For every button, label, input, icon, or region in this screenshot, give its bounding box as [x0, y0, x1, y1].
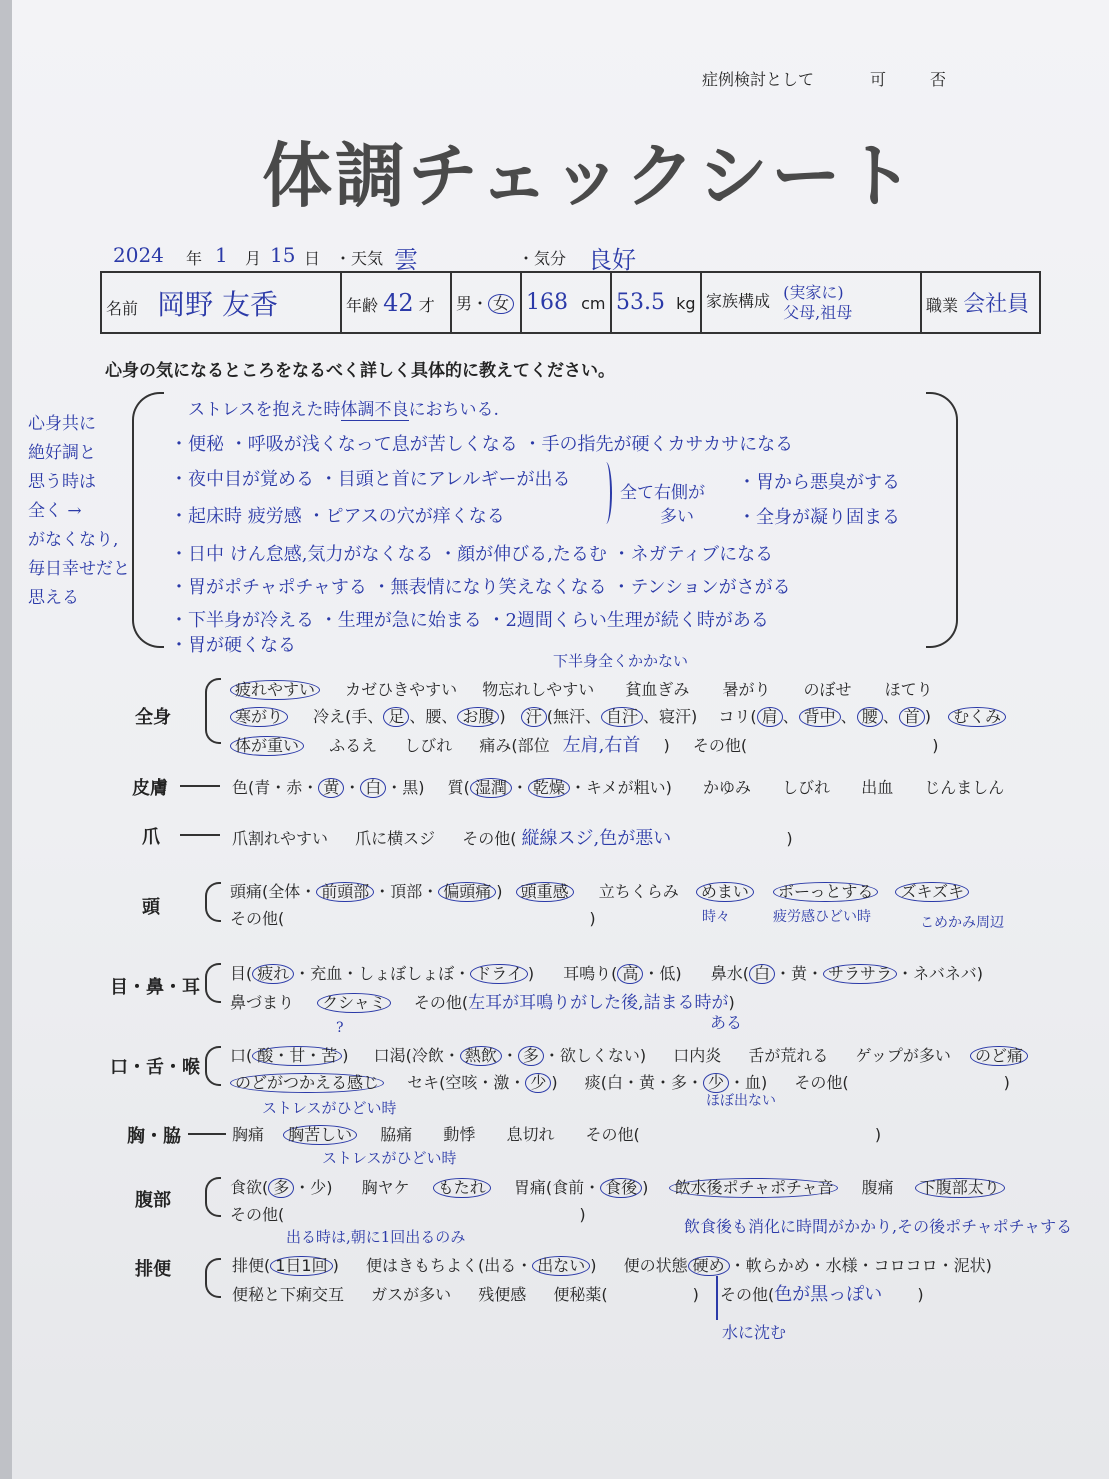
- other-label: その他(: [230, 909, 285, 928]
- paren: ): [874, 1125, 882, 1144]
- kuchi-row2: [230, 1070, 1010, 1093]
- note-sinks: 水に沈む: [722, 1323, 787, 1342]
- margin-note: [28, 410, 138, 613]
- free-text-line: ・起床時 疲労感 ・ピアスの穴が痒くなる: [170, 506, 505, 527]
- margin-note-line: 毎日幸せだと: [28, 559, 130, 579]
- sex-male: 男: [456, 293, 473, 313]
- opt-mukumi: むくみ: [948, 707, 1006, 727]
- fukubu-row1: [230, 1175, 1005, 1198]
- paren: ): [932, 736, 939, 755]
- opt-ki: ・黄・: [775, 964, 824, 983]
- opt-white: 白: [360, 778, 386, 798]
- sep: ・: [344, 778, 361, 797]
- opt-samugari: 寒がり: [230, 707, 288, 727]
- free-text-bracket-right: [926, 392, 958, 648]
- note-stress-mune: ストレスがひどい時: [322, 1149, 457, 1167]
- opt-kaze: カゼひきやすい: [345, 680, 458, 699]
- month-label: 月: [245, 249, 262, 268]
- weather-value: 雲: [394, 246, 418, 274]
- family-value-1: (実家に): [783, 283, 844, 303]
- note-arrow-line: [716, 1276, 718, 1320]
- sep: 、: [840, 707, 857, 726]
- opt-kime: ・キメが粗い): [569, 778, 672, 797]
- paren: ): [917, 1285, 924, 1304]
- hifu-row: [232, 775, 1004, 798]
- free-text-line: ・日中 けん怠感,気力がなくなる ・顔が伸びる,たるむ ・ネガティブになる: [170, 544, 774, 565]
- opt-joutai: 便の状態: [623, 1256, 688, 1275]
- opt-nobose: のぼせ: [803, 680, 852, 699]
- height-cell: [521, 272, 611, 333]
- fukubu-row2: [230, 1202, 586, 1225]
- opt-kori: コリ(: [718, 707, 757, 726]
- age-label: 年齢: [346, 295, 379, 315]
- opt-onaka: お腹: [457, 707, 499, 727]
- other-label: その他(: [720, 1285, 775, 1304]
- opt-taste: 酸・甘・苦: [252, 1046, 342, 1066]
- zenshin-row2: [230, 704, 1006, 727]
- opt-benpi-geri: 便秘と下痢交互: [232, 1285, 345, 1304]
- opt-furue: ふるえ: [329, 736, 378, 755]
- page-title: 体調チェックシート: [262, 135, 917, 217]
- opt-tsukare: 疲れ: [252, 964, 294, 984]
- opt-sukunai: ・少): [294, 1178, 333, 1197]
- paren: ): [499, 707, 506, 726]
- year-label: 年: [186, 249, 203, 268]
- opt-itami: 痛み(部位: [479, 736, 550, 755]
- opt-seki-sukunai: 少: [525, 1073, 551, 1093]
- brace-zenshin: [205, 678, 221, 744]
- opt-zanbenkan: 残便感: [478, 1285, 527, 1304]
- opt-bootto: ボーっとする: [773, 882, 878, 902]
- note-sweat: 下半身全くかかない: [553, 652, 689, 670]
- opt-hinketsu: 貧血ぎみ: [625, 680, 690, 699]
- opt-tsukareyasui: 疲れやすい: [230, 680, 320, 700]
- category-label-zenshin: 全身: [135, 707, 171, 728]
- opt-senaka: 背中: [799, 707, 841, 727]
- opt-ase: 汗: [521, 707, 547, 727]
- opt-high: 高: [617, 964, 643, 984]
- paren: ): [1003, 1073, 1010, 1092]
- opt-neasa: 、寝汗): [643, 707, 698, 726]
- intro-underlined: 体調不良: [340, 400, 409, 420]
- opt-hie: 冷え(手、: [313, 707, 384, 726]
- brace-kuchi: [205, 1046, 221, 1086]
- opt-motare: もたれ: [433, 1178, 491, 1198]
- date-year: 2024: [113, 243, 164, 267]
- brace-fukubu: [205, 1177, 221, 1217]
- instruction-prompt: 心身の気になるところをなるべく詳しく具体的に教えてください。: [105, 361, 615, 381]
- free-text-intro: [188, 395, 499, 420]
- opt-atsugari: 暑がり: [722, 680, 771, 699]
- opt-choubu: ・頂部・: [374, 882, 439, 901]
- opt-seki: セキ(空咳・激・: [407, 1073, 526, 1092]
- opt-koshi: 、腰、: [409, 707, 458, 726]
- paren: ): [527, 964, 535, 983]
- paren: ): [642, 1178, 649, 1197]
- opt-me: 目(: [230, 964, 253, 983]
- margin-note-line: 絶好調と: [28, 443, 96, 463]
- opt-muase: (無汗、: [546, 707, 602, 726]
- opt-ooi: 多: [268, 1178, 294, 1198]
- opt-kyoutsuu2: 脇痛: [380, 1125, 413, 1144]
- note-morning: 出る時は,朝に1回出るのみ: [286, 1228, 466, 1246]
- opt-hanamizu: 鼻水(: [710, 964, 750, 983]
- opt-fukutsuu: 腹痛: [861, 1178, 894, 1197]
- job-label: 職業: [926, 296, 959, 315]
- opt-shokuyoku: 食欲(: [230, 1178, 269, 1197]
- opt-ikigire: 息切れ: [506, 1125, 555, 1144]
- opt-color: 色(青・赤・: [232, 778, 319, 797]
- opt-monowasure: 物忘れしやすい: [482, 680, 595, 699]
- day-label: 日: [304, 249, 321, 268]
- paren: ): [924, 707, 931, 726]
- paper-shadow-edge: [0, 0, 12, 1479]
- review-ng: 否: [930, 70, 947, 89]
- opt-yellow: 黄: [318, 778, 344, 798]
- kuchi-row1: [230, 1043, 1028, 1066]
- patient-info-table: [100, 271, 1041, 334]
- paren: ): [332, 1256, 339, 1275]
- opt-tsumeware: 爪割れやすい: [232, 829, 329, 848]
- note-question: ?: [336, 1020, 344, 1036]
- free-text-line: ・下半身が冷える ・生理が急に始まる ・2週間くらい生理が続く時がある: [170, 610, 769, 631]
- zenshin-row1: [230, 677, 933, 700]
- opt-memai: めまい: [696, 882, 754, 902]
- pain-site-value: 左肩,右首: [562, 735, 641, 756]
- opt-muneyake: 胸ヤケ: [361, 1178, 410, 1197]
- free-text-line: ・便秘 ・呼吸が浅くなって息が苦しくなる ・手の指先が硬くカサカサになる: [170, 434, 794, 455]
- opt-low: ・低): [643, 964, 682, 983]
- category-label-tsume: 爪: [142, 827, 160, 848]
- weight-value: 53.5: [616, 290, 665, 315]
- opt-jinmashin: じんましん: [924, 778, 1005, 797]
- opt-netsuin: 熱飲: [460, 1046, 502, 1066]
- opt-juuketsu: ・充血・しょぼしょぼ・: [294, 964, 471, 983]
- opt-kuchi: 口(: [230, 1046, 253, 1065]
- stool-other-value: 色が黒っぽい: [774, 1284, 883, 1305]
- sex-cell: 男・ 女: [451, 272, 521, 333]
- family-value-2: 父母,祖母: [783, 302, 853, 322]
- job-cell: [921, 272, 1040, 333]
- paren: ): [589, 909, 596, 928]
- weight-cell: [611, 272, 701, 333]
- paren: ): [728, 993, 735, 1012]
- opt-kimochiyoku: 便はきもちよく(出る・: [365, 1256, 533, 1275]
- sep: ・: [511, 778, 528, 797]
- opt-chi: ・血): [728, 1073, 768, 1092]
- opt-zutsu: 頭痛(全体・: [230, 882, 317, 901]
- note-komekami: こめかみ周辺: [920, 915, 1004, 931]
- opt-kubi: 首: [899, 707, 925, 727]
- opt-hanazumari: 鼻づまり: [230, 993, 295, 1012]
- other-label: その他(: [692, 736, 748, 755]
- margin-note-line: 思える: [28, 588, 79, 608]
- sep: 、: [882, 707, 899, 726]
- name-label: 名前: [106, 298, 139, 318]
- opt-katame: 硬め: [688, 1256, 730, 1276]
- paren: ): [590, 1256, 597, 1275]
- sep: ・: [501, 1046, 518, 1065]
- category-label-me: 目・鼻・耳: [110, 977, 200, 998]
- paren: ): [663, 736, 670, 755]
- opt-kouka: 口渇(冷飲・: [373, 1046, 460, 1065]
- haiben-row1: [232, 1253, 992, 1276]
- opt-stool-types: ・軟らかめ・水様・コロコロ・泥状): [729, 1256, 992, 1275]
- free-text-line: ・胃がポチャポチャする ・無表情になり笑えなくなる ・テンションがさがる: [170, 577, 791, 598]
- haiben-row2: [232, 1280, 924, 1306]
- free-text-bracket-left: [132, 392, 164, 648]
- intro-tail: におちいる.: [408, 400, 499, 420]
- margin-note-line: 心身共に: [28, 414, 96, 434]
- opt-denai: 出ない: [532, 1256, 590, 1276]
- brace-haiben: [205, 1258, 221, 1298]
- opt-kayumi: かゆみ: [702, 778, 751, 797]
- opt-kounaien: 口内炎: [673, 1046, 722, 1065]
- side-note-bracket: [600, 462, 612, 524]
- opt-nebaneba: ・ネバネバ): [897, 964, 983, 983]
- opt-yokosuji: 爪に横スジ: [355, 829, 436, 848]
- side-note-odor: ・胃から悪臭がする: [738, 472, 900, 493]
- opt-douki: 動悸: [443, 1125, 476, 1144]
- opt-nodoita: のど痛: [970, 1046, 1028, 1066]
- free-text-line: ・夜中目が覚める ・目頭と首にアレルギーが出る: [170, 469, 571, 490]
- mune-row: [232, 1122, 881, 1145]
- other-label: その他(: [585, 1125, 640, 1144]
- job-value: 会社員: [963, 292, 1030, 317]
- opt-hoshikunai: ・欲しくない): [543, 1046, 647, 1065]
- nail-other-value: 縦線スジ,色が悪い: [521, 828, 672, 849]
- height-value: 168: [526, 290, 568, 315]
- note-stress-kuchi: ストレスがひどい時: [262, 1099, 397, 1117]
- date-month: 1: [215, 243, 228, 267]
- opt-benpiyaku: 便秘薬(: [553, 1285, 608, 1304]
- opt-karadaomoi: 体が重い: [230, 736, 304, 756]
- date-day: 15: [270, 243, 296, 267]
- opt-munekurushii: 胸苦しい: [283, 1125, 357, 1145]
- note-tokidoki: 時々: [702, 909, 730, 925]
- category-label-atama: 頭: [142, 897, 160, 918]
- opt-itsuu: 胃痛(食前・: [513, 1178, 601, 1197]
- other-label: その他(: [413, 993, 469, 1012]
- category-label-kuchi: 口・舌・喉: [110, 1057, 200, 1078]
- paren: ): [496, 882, 503, 901]
- sep: 、: [782, 707, 799, 726]
- paren: ): [579, 1205, 586, 1224]
- opt-kafukubu: 下腹部太り: [915, 1178, 1005, 1198]
- mood-label: ・気分: [518, 249, 567, 268]
- brace-me: [205, 963, 221, 1003]
- opt-shibire: しびれ: [404, 736, 453, 755]
- opt-henzutsu: 偏頭痛: [438, 882, 496, 902]
- opt-hoteri: ほてり: [884, 680, 933, 699]
- paren: ): [342, 1046, 349, 1065]
- opt-miminari: 耳鳴り(: [563, 964, 618, 983]
- opt-tan-sukunai: 少: [703, 1073, 729, 1093]
- paren: ): [692, 1285, 699, 1304]
- side-note-stiff: ・全身が凝り固まる: [738, 507, 900, 528]
- weight-unit: kg: [676, 294, 696, 313]
- other-label: その他(: [794, 1073, 849, 1092]
- note-hiroukan: 疲労感ひどい時: [773, 909, 871, 925]
- category-label-hifu: 皮膚: [132, 778, 168, 799]
- mood-value: 良好: [588, 246, 636, 274]
- intro-text: ストレスを抱えた時: [188, 400, 341, 420]
- opt-kyoutsuu: 胸痛: [232, 1125, 265, 1144]
- opt-ashi: 足: [383, 707, 409, 727]
- opt-tan: 痰(白・黄・多・: [584, 1073, 703, 1092]
- sex-female-circled: 女: [488, 294, 514, 314]
- opt-kansou: 乾燥: [528, 778, 570, 798]
- opt-shokugo: 食後: [600, 1178, 642, 1198]
- other-label: その他(: [230, 1205, 285, 1224]
- opt-kata: 肩: [757, 707, 783, 727]
- dash-line: [180, 834, 220, 836]
- opt-shibire: しびれ: [782, 778, 831, 797]
- me-other-value: 左耳が耳鳴りがした後,詰まる時が: [468, 993, 729, 1013]
- paren: ): [551, 1073, 558, 1092]
- height-unit: cm: [581, 294, 606, 313]
- opt-shitsujun: 湿潤: [470, 778, 512, 798]
- age-value: 42: [383, 288, 414, 317]
- opt-nodotsukae: のどがつかえる感じ: [230, 1073, 384, 1093]
- opt-zujuukan: 頭重感: [516, 882, 574, 902]
- me-other-value-cont: ある: [710, 1013, 743, 1032]
- side-note-right-side: 全て右側が: [620, 483, 705, 503]
- opt-insuigo: 飲水後ポチャポチャ音: [669, 1178, 838, 1198]
- note-hobo: ほぼ出ない: [706, 1093, 776, 1109]
- review-label: 症例検討として: [702, 70, 815, 89]
- category-label-fukubu: 腹部: [135, 1190, 171, 1211]
- opt-shitaare: 舌が荒れる: [748, 1046, 829, 1065]
- name-cell: [101, 272, 341, 333]
- family-label: 家族構成: [706, 292, 771, 311]
- opt-black: ・黒): [386, 778, 425, 797]
- atama-row2: [230, 906, 596, 929]
- opt-haiben: 排便(: [232, 1256, 271, 1275]
- opt-gas: ガスが多い: [371, 1285, 452, 1304]
- weather-label: ・天気: [335, 249, 384, 268]
- opt-koshi2: 腰: [857, 707, 883, 727]
- opt-zentoubu: 前頭部: [316, 882, 374, 902]
- paren: ): [786, 829, 793, 848]
- zenshin-row3: [230, 731, 938, 757]
- dash-line: [188, 1133, 226, 1135]
- age-cell: [341, 272, 451, 333]
- opt-quality: 質(: [447, 778, 470, 797]
- name-value: 岡野 友香: [157, 287, 279, 321]
- tsume-row: [232, 824, 793, 850]
- age-unit: 才: [418, 295, 435, 315]
- opt-dry: ドライ: [470, 964, 528, 984]
- note-digestion: 飲食後も消化に時間がかかり,その後ポチャポチャする: [684, 1217, 1073, 1236]
- other-label: その他(: [462, 829, 517, 848]
- opt-ooi: 多: [518, 1046, 544, 1066]
- opt-shiro: 白: [749, 964, 775, 984]
- margin-note-line: がなくなり,: [28, 530, 119, 550]
- opt-shukketsu: 出血: [861, 778, 894, 797]
- opt-frequency: 1日1回: [270, 1256, 332, 1276]
- brace-atama: [205, 882, 221, 922]
- free-text-line: ・胃が硬くなる: [170, 635, 296, 656]
- opt-kushami: クシャミ: [317, 993, 391, 1013]
- opt-jikan: 自汗: [601, 707, 643, 727]
- family-cell: [701, 272, 921, 333]
- side-note-many: 多い: [660, 507, 694, 527]
- margin-note-line: 思う時は: [28, 472, 96, 492]
- me-row2: [230, 988, 735, 1013]
- opt-geppu: ゲップが多い: [855, 1046, 951, 1065]
- opt-zukizuki: ズキズキ: [895, 882, 969, 902]
- me-row1: [230, 961, 983, 984]
- dash-line: [180, 785, 220, 787]
- review-ok: 可: [870, 70, 887, 89]
- category-label-haiben: 排便: [135, 1259, 171, 1280]
- opt-sarasara: サラサラ: [823, 964, 897, 984]
- category-label-mune: 胸・脇: [127, 1126, 181, 1147]
- margin-note-line: 全く →: [28, 501, 82, 521]
- opt-tachikurami: 立ちくらみ: [598, 882, 679, 901]
- atama-row1: [230, 879, 969, 902]
